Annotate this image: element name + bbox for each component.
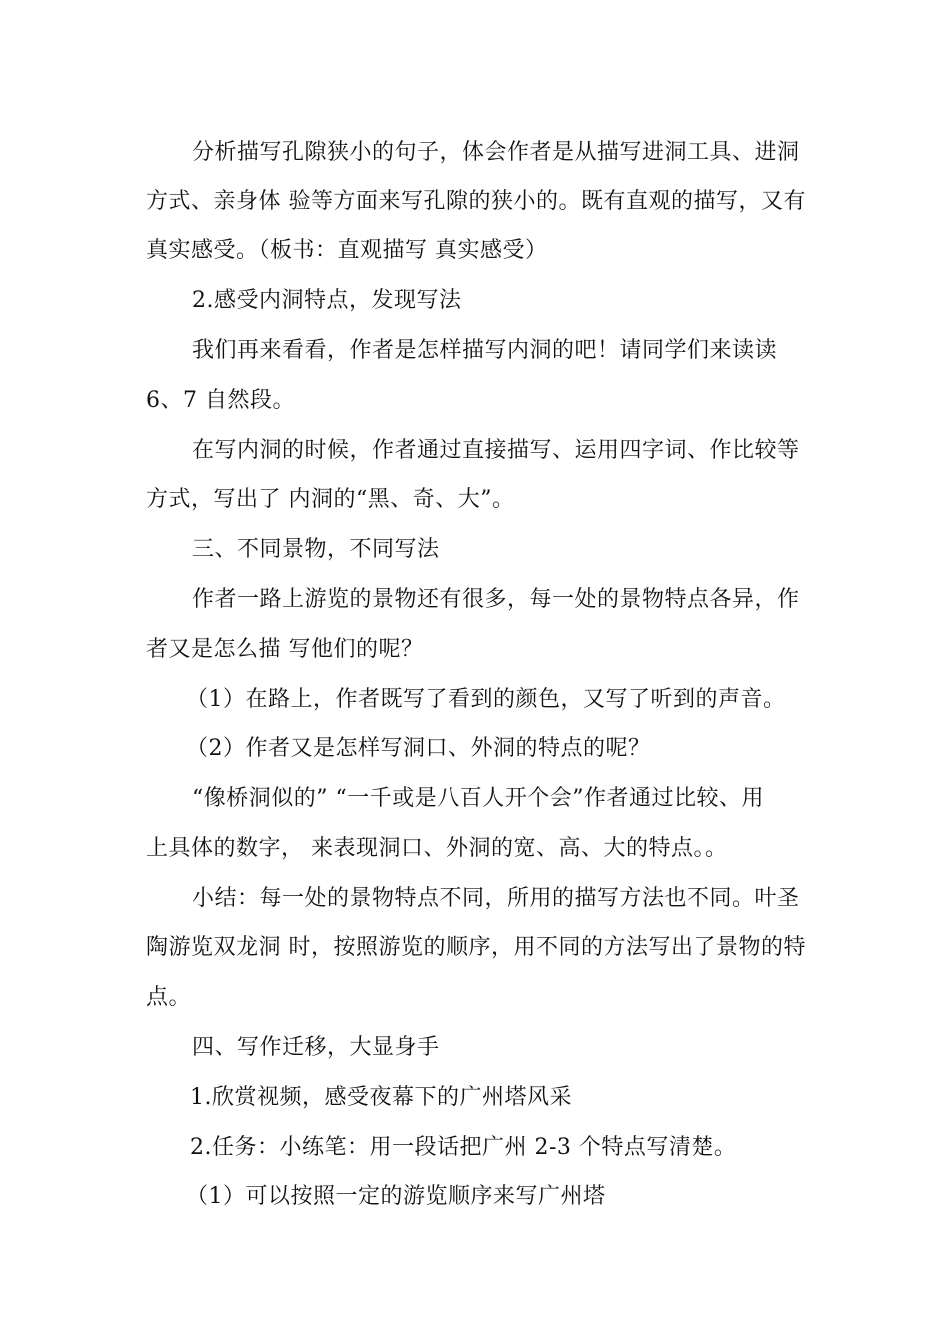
section-heading: 四、写作迁移，大显身手 bbox=[192, 1035, 440, 1060]
section-heading: 2.感受内洞特点，发现写法 bbox=[192, 288, 462, 313]
paragraph-line: 在写内洞的时候，作者通过直接描写、运用四字词、作比较等 bbox=[192, 438, 800, 463]
paragraph-line: 点。 bbox=[146, 985, 192, 1010]
list-item: （2）作者又是怎样写洞口、外洞的特点的呢？ bbox=[186, 736, 651, 761]
list-item: 1.欣赏视频，感受夜幕下的广州塔风采 bbox=[190, 1085, 572, 1110]
paragraph-line: 我们再来看看，作者是怎样描写内洞的吧！请同学们来读读 bbox=[192, 338, 778, 363]
paragraph-line: 小结：每一处的景物特点不同，所用的描写方法也不同。叶圣 bbox=[192, 886, 800, 911]
paragraph-line: 分析描写孔隙狭小的句子，体会作者是从描写进洞工具、进洞 bbox=[192, 140, 800, 165]
list-item: （1）可以按照一定的游览顺序来写广州塔 bbox=[186, 1184, 606, 1209]
list-item: （1）在路上，作者既写了看到的颜色，又写了听到的声音。 bbox=[186, 687, 786, 712]
paragraph-line: 上具体的数字， 来表现洞口、外洞的宽、高、大的特点。。 bbox=[146, 836, 728, 861]
paragraph-line: “像桥洞似的” “一千或是八百人开个会”作者通过比较、用 bbox=[192, 786, 764, 811]
paragraph-line: 方式，写出了 内洞的“黑、奇、大”。 bbox=[146, 487, 515, 512]
paragraph-line: 作者一路上游览的景物还有很多，每一处的景物特点各异，作 bbox=[192, 587, 800, 612]
list-item: 2.任务：小练笔：用一段话把广州 2-3 个特点写清楚。 bbox=[190, 1135, 737, 1160]
section-heading: 三、不同景物，不同写法 bbox=[192, 537, 440, 562]
paragraph-line: 陶游览双龙洞 时，按照游览的顺序，用不同的方法写出了景物的特 bbox=[146, 935, 806, 960]
paragraph-line: 6、7 自然段。 bbox=[146, 388, 295, 413]
paragraph-line: 方式、亲身体 验等方面来写孔隙的狭小的。既有直观的描写，又有 bbox=[146, 189, 806, 214]
paragraph-line: 者又是怎么描 写他们的呢？ bbox=[146, 637, 424, 662]
paragraph-line: 真实感受。（板书：直观描写 真实感受） bbox=[146, 238, 548, 263]
